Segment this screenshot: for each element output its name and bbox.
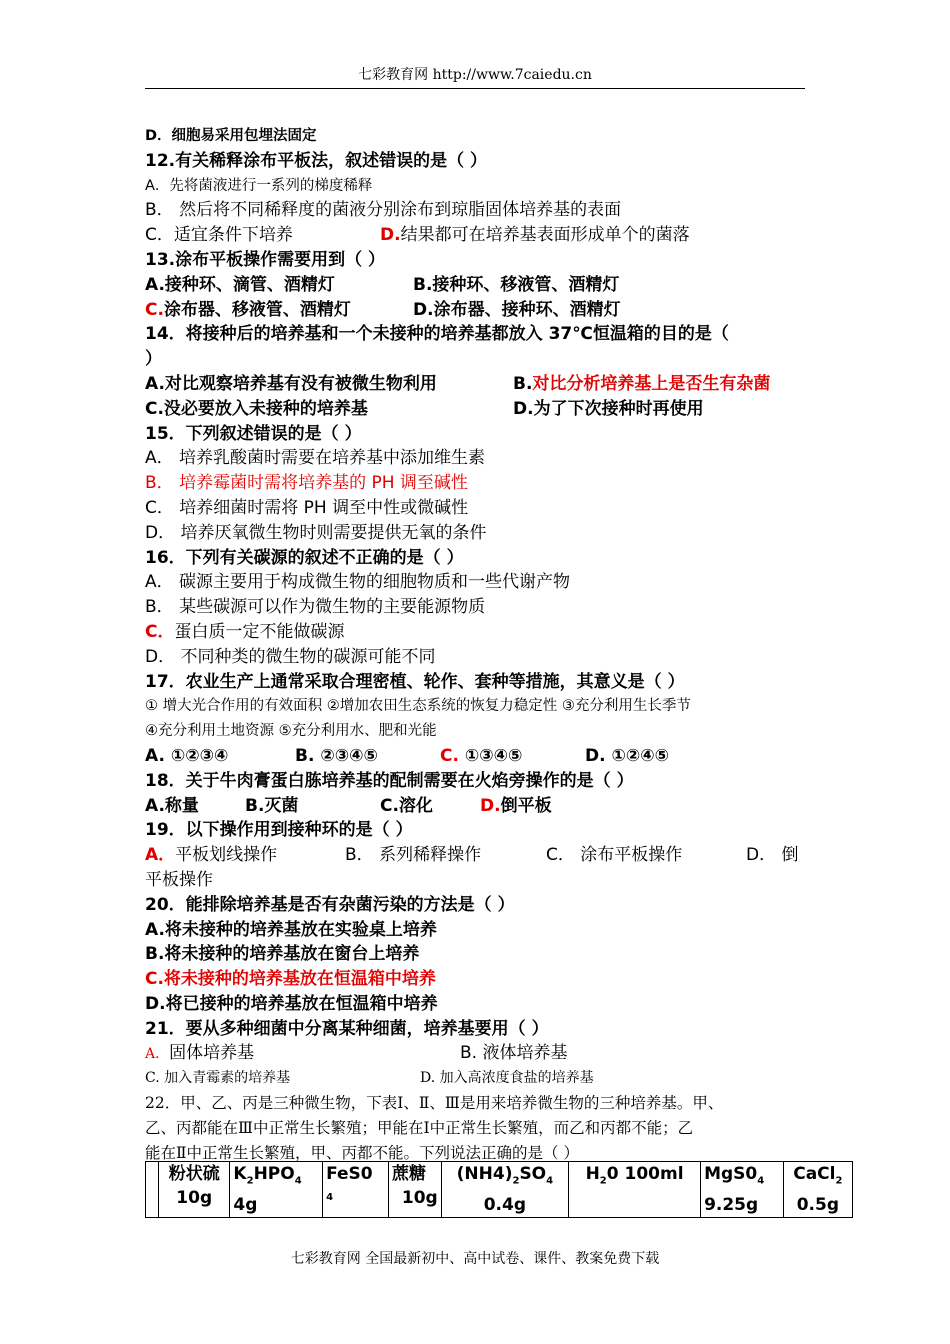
option-d: D． 倒: [746, 845, 799, 866]
table-row: [146, 1162, 853, 1218]
cell-value: 0.5g: [796, 1195, 839, 1216]
exam-content: [145, 124, 810, 1165]
option-c: C． 培养细菌时需将 PH 调至中性或微碱性: [145, 497, 469, 518]
question-15: 15．下列叙述错误的是（ ）: [145, 423, 362, 444]
option-line: [145, 223, 810, 248]
option-line: [145, 298, 810, 323]
option-b: B. 液体培养基: [460, 1043, 568, 1064]
option-d: D. ①②④⑤: [585, 745, 670, 766]
question-20: 20．能排除培养基是否有杂菌污染的方法是（ ）: [145, 894, 515, 915]
subscript: 2: [599, 1175, 607, 1187]
answer-letter: A．: [145, 845, 176, 866]
subscript: 4: [294, 1175, 302, 1187]
option-d: D. 加入高浓度食盐的培养基: [420, 1070, 594, 1087]
question-14-cont: ）: [145, 349, 162, 370]
cell-label: K: [233, 1164, 247, 1184]
option-line: [145, 794, 810, 819]
cell-label: H: [585, 1164, 600, 1184]
question-12: 12.有关稀释涂布平板法，叙述错误的是（ ）: [145, 150, 488, 171]
answer-letter: D.: [380, 225, 401, 246]
table-cell: [230, 1162, 323, 1218]
table-cell: [388, 1162, 441, 1218]
option-line: [145, 1066, 810, 1091]
option-line: [145, 372, 810, 397]
option-c: C.将未接种的培养基放在恒温箱中培养: [145, 969, 436, 990]
option-a: [145, 843, 345, 868]
option-line: [145, 744, 810, 769]
option-a: A． 碳源主要用于构成微生物的细胞物质和一些代谢产物: [145, 572, 571, 593]
statement-line: ④充分利用土地资源 ⑤充分利用水、肥和光能: [145, 723, 437, 740]
cell-value: 4g: [233, 1195, 258, 1216]
cell-label: (NH4): [456, 1164, 513, 1184]
option-text: 蛋白质一定不能做碳源: [174, 621, 345, 642]
option-b: B.接种环、移液管、酒精灯: [413, 274, 620, 295]
cell-value: 0.4g: [483, 1195, 527, 1216]
option-line: D．细胞易采用包埋法固定: [145, 128, 317, 144]
answer-letter: A．: [145, 1046, 170, 1063]
answer-letter: C.: [440, 745, 459, 766]
cell-label: 粉状硫: [168, 1164, 220, 1184]
option-a: A.接种环、滴管、酒精灯: [145, 274, 335, 295]
option-d: D.为了下次接种时再使用: [513, 398, 704, 419]
option-a: A.对比观察培养基有没有被微生物利用: [145, 373, 437, 394]
subscript: 4: [757, 1175, 765, 1187]
option-c: [145, 298, 413, 323]
option-c: C.溶化: [380, 795, 433, 816]
option-b: B.灭菌: [245, 795, 299, 816]
subscript: 2: [835, 1175, 843, 1187]
option-b: B. ②③④⑤: [295, 745, 378, 766]
question-16: 16．下列有关碳源的叙述不正确的是（ ）: [145, 547, 464, 568]
table-cell: [323, 1162, 389, 1218]
option-text: 倒平板: [500, 795, 552, 816]
question-22: 22．甲、乙、丙是三种微生物，下表Ⅰ、Ⅱ、Ⅲ是用来培养微生物的三种培养基。甲、: [145, 1094, 724, 1113]
option-text: 涂布器、移液管、酒精灯: [163, 299, 351, 320]
table-cell: [159, 1162, 230, 1218]
question-22-cont: 乙、丙都能在Ⅲ中正常生长繁殖；甲能在Ⅰ中正常生长繁殖，而乙和丙都不能；乙: [145, 1118, 694, 1137]
option-c: C.没必要放入未接种的培养基: [145, 398, 368, 419]
option-c: [145, 620, 810, 645]
table-cell: [569, 1162, 701, 1218]
option-text: 固体培养基: [169, 1043, 255, 1064]
cell-value: 9.25g: [704, 1195, 759, 1216]
page-header: 七彩教育网 http://www.7caiedu.cn: [145, 64, 805, 89]
subscript: 4: [326, 1192, 334, 1203]
answer-letter: C．: [145, 621, 175, 642]
option-text: 平板划线操作: [175, 845, 278, 866]
cell-value: 10g: [176, 1188, 213, 1208]
option-a: A.将未接种的培养基放在实验桌上培养: [145, 919, 437, 940]
option-b: [513, 374, 770, 394]
option-a: A． 培养乳酸菌时需要在培养基中添加维生素: [145, 448, 486, 469]
question-14: 14．将接种后的培养基和一个未接种的培养基都放入 37℃恒温箱的目的是（: [145, 324, 729, 345]
answer-letter: C.: [145, 299, 164, 320]
table-cell: [783, 1162, 852, 1218]
culture-medium-table: [145, 1161, 853, 1218]
option-d: [480, 796, 552, 816]
option-d: 结果都可在培养基表面形成单个的菌落: [400, 225, 690, 246]
cell-label: CaCl: [793, 1164, 836, 1184]
page-footer: 七彩教育网 全国最新初中、高中试卷、课件、教案免费下载: [290, 1251, 660, 1267]
option-line: [145, 397, 810, 422]
option-a: A.称量: [145, 795, 199, 816]
table-cell: [701, 1162, 784, 1218]
option-c: [440, 744, 585, 769]
option-line: B． 然后将不同稀释度的菌液分别涂布到琼脂固体培养基的表面: [145, 200, 622, 221]
option-text: 对比分析培养基上是否生有杂菌: [532, 373, 771, 394]
statement-line: ① 增大光合作用的有效面积 ②增加农田生态系统的恢复力稳定性 ③充分利用生长季节: [145, 698, 691, 715]
option-b: B． 培养霉菌时需将培养基的 PH 调至碱性: [145, 473, 468, 494]
option-c: C． 涂布平板操作: [546, 845, 683, 866]
option-d-cont: 平板操作: [145, 869, 213, 890]
option-c: C．适宜条件下培养: [145, 225, 293, 246]
option-line: [145, 273, 810, 298]
cell-label: 0 100ml: [606, 1164, 684, 1184]
question-18: 18．关于牛肉膏蛋白胨培养基的配制需要在火焰旁操作的是（ ）: [145, 770, 634, 791]
subscript: 4: [546, 1175, 554, 1187]
question-17: 17．农业生产上通常采取合理密植、轮作、套种等措施，其意义是（ ）: [145, 671, 685, 692]
option-b: B． 系列稀释操作: [345, 845, 482, 866]
option-b: B.将未接种的培养基放在窗台上培养: [145, 944, 420, 965]
question-13: 13.涂布平板操作需要用到（ ）: [145, 249, 386, 270]
option-line: [145, 1041, 810, 1066]
question-21: 21．要从多种细菌中分离某种细菌，培养基要用（ ）: [145, 1018, 549, 1039]
cell-label: FeS0: [326, 1164, 373, 1184]
option-d: D． 不同种类的微生物的碳源可能不同: [145, 646, 436, 667]
answer-letter: B.: [513, 373, 533, 394]
question-19: 19．以下操作用到接种环的是（ ）: [145, 820, 413, 841]
answer-letter: D.: [480, 795, 501, 816]
cell-label: 蔗糖: [391, 1164, 426, 1184]
cell-label: HPO: [253, 1164, 295, 1184]
cell-label: MgS0: [704, 1164, 758, 1184]
option-a: A. ①②③④: [145, 745, 229, 766]
option-d: D.涂布器、接种环、酒精灯: [413, 299, 621, 320]
cell-value: 10g: [401, 1188, 438, 1208]
subscript: 2: [512, 1175, 520, 1187]
option-b: B． 某些碳源可以作为微生物的主要能源物质: [145, 597, 486, 618]
option-line: [145, 843, 810, 868]
option-a: [145, 1041, 460, 1067]
option-d: D.将已接种的培养基放在恒温箱中培养: [145, 993, 438, 1014]
option-line: A．先将菌液进行一系列的梯度稀释: [145, 177, 373, 194]
table-cell: [146, 1162, 159, 1218]
question-22-cont: 能在Ⅱ中正常生长繁殖，甲、丙都不能。下列说法正确的是（ ）: [145, 1143, 579, 1162]
option-d: D． 培养厌氧微生物时则需要提供无氧的条件: [145, 522, 487, 543]
option-c: C. 加入青霉素的培养基: [145, 1070, 291, 1087]
option-text: ①③④⑤: [464, 745, 523, 766]
cell-label: SO: [519, 1164, 547, 1184]
table-cell: [441, 1162, 568, 1218]
subscript: 2: [246, 1175, 254, 1187]
